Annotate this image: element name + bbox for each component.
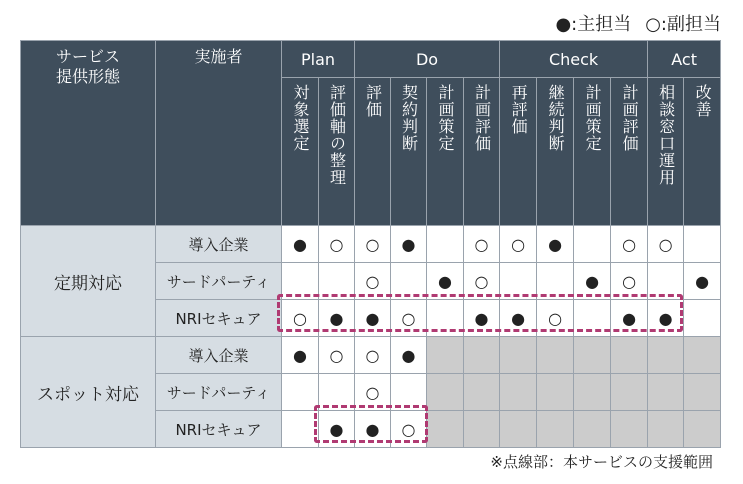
footnote: ※点線部：本サービスの支援範囲 [490, 453, 713, 471]
matrix-cell: ○ [282, 300, 319, 337]
service-type-label: 定期対応 [21, 226, 156, 337]
matrix-cell [500, 411, 537, 448]
header-task-label: 相談窓口運用 [656, 84, 676, 186]
matrix-cell: ● [648, 300, 684, 337]
header-task [500, 78, 537, 226]
header-task-label: 評価軸の整理 [327, 84, 347, 186]
header-service-type [21, 41, 156, 226]
header-task [319, 78, 355, 226]
matrix-cell: ○ [391, 300, 427, 337]
matrix-cell [464, 337, 500, 374]
matrix-cell [684, 300, 721, 337]
matrix-cell [574, 226, 611, 263]
header-task-label: 継続判断 [546, 84, 566, 152]
matrix-cell: ○ [500, 226, 537, 263]
header-phase-act: Act [648, 41, 721, 78]
header-task [464, 78, 500, 226]
matrix-cell [574, 374, 611, 411]
implementer-label: 導入企業 [156, 337, 282, 374]
header-task-label: 再評価 [509, 84, 529, 135]
header-task-label: 評価 [363, 84, 383, 118]
matrix-cell [648, 337, 684, 374]
matrix-cell: ○ [355, 374, 391, 411]
legend-sub: ○:副担当 [645, 14, 721, 35]
matrix-cell [500, 374, 537, 411]
matrix-cell [537, 374, 574, 411]
matrix-cell [427, 226, 464, 263]
header-task [574, 78, 611, 226]
matrix-cell [611, 337, 648, 374]
matrix-cell: ● [500, 300, 537, 337]
matrix-cell [427, 374, 464, 411]
matrix-cell: ○ [611, 226, 648, 263]
legend-main: ●:主担当 [555, 14, 632, 35]
header-phase-do: Do [355, 41, 500, 78]
matrix-cell: ○ [391, 411, 427, 448]
matrix-cell [282, 411, 319, 448]
matrix-cell: ● [319, 300, 355, 337]
header-task-label: 対象選定 [291, 84, 310, 152]
header-task-label: 契約判断 [399, 84, 419, 152]
matrix-cell [500, 337, 537, 374]
header-task-label: 計画策定 [583, 84, 603, 152]
matrix-cell: ● [574, 263, 611, 300]
header-task-label: 改善 [693, 84, 713, 118]
table-row [21, 337, 721, 374]
matrix-cell: ○ [355, 263, 391, 300]
implementer-label: サードパーティ [156, 263, 282, 300]
matrix-cell: ● [537, 226, 574, 263]
implementer-label: サードパーティ [156, 374, 282, 411]
matrix-cell [684, 337, 721, 374]
matrix-cell: ○ [355, 337, 391, 374]
header-task [282, 78, 319, 226]
matrix-cell [684, 226, 721, 263]
matrix-cell: ○ [464, 226, 500, 263]
matrix-cell [537, 337, 574, 374]
header-task [648, 78, 684, 226]
matrix-cell [684, 411, 721, 448]
header-task [427, 78, 464, 226]
matrix-cell: ● [391, 226, 427, 263]
matrix-cell [427, 337, 464, 374]
matrix-cell: ● [355, 300, 391, 337]
header-implementer: 実施者 [156, 41, 282, 226]
matrix-cell: ● [427, 263, 464, 300]
header-phase-plan: Plan [282, 41, 355, 78]
header-task [391, 78, 427, 226]
table-row [21, 226, 721, 263]
matrix-cell: ○ [611, 263, 648, 300]
matrix-cell: ○ [537, 300, 574, 337]
matrix-cell [611, 374, 648, 411]
matrix-cell: ○ [355, 226, 391, 263]
responsibility-matrix [20, 40, 721, 448]
legend [555, 10, 721, 36]
support-scope-outline-regular [277, 294, 683, 332]
header-task [355, 78, 391, 226]
matrix-cell: ● [319, 411, 355, 448]
implementer-label: NRIセキュア [156, 300, 282, 337]
support-scope-outline-spot [314, 405, 428, 443]
header-service-type-line: サービス [55, 47, 120, 66]
header-phase-check: Check [500, 41, 648, 78]
header-task-label: 計画策定 [436, 84, 456, 152]
header-task [684, 78, 721, 226]
header-task-label: 計画評価 [620, 84, 640, 152]
matrix-cell: ○ [319, 226, 355, 263]
matrix-cell [574, 337, 611, 374]
matrix-cell [611, 411, 648, 448]
matrix-cell [648, 411, 684, 448]
matrix-cell [537, 411, 574, 448]
matrix-cell: ● [282, 337, 319, 374]
header-task-label: 計画評価 [472, 84, 492, 152]
service-type-label: スポット対応 [21, 337, 156, 448]
matrix-cell: ● [684, 263, 721, 300]
matrix-cell [464, 374, 500, 411]
matrix-cell [464, 411, 500, 448]
matrix-cell: ● [464, 300, 500, 337]
matrix-cell: ● [611, 300, 648, 337]
header-service-type-line: 提供形態 [55, 67, 120, 86]
matrix-cell [684, 374, 721, 411]
matrix-cell: ○ [319, 337, 355, 374]
matrix-cell: ○ [464, 263, 500, 300]
header-task [611, 78, 648, 226]
matrix-cell [282, 374, 319, 411]
matrix-cell [648, 374, 684, 411]
implementer-label: 導入企業 [156, 226, 282, 263]
matrix-cell: ● [391, 337, 427, 374]
implementer-label: NRIセキュア [156, 411, 282, 448]
header-row-phases [21, 41, 721, 78]
header-task [537, 78, 574, 226]
matrix-cell: ● [282, 226, 319, 263]
matrix-cell: ● [355, 411, 391, 448]
matrix-cell [574, 411, 611, 448]
matrix-cell [427, 411, 464, 448]
matrix-cell: ○ [648, 226, 684, 263]
